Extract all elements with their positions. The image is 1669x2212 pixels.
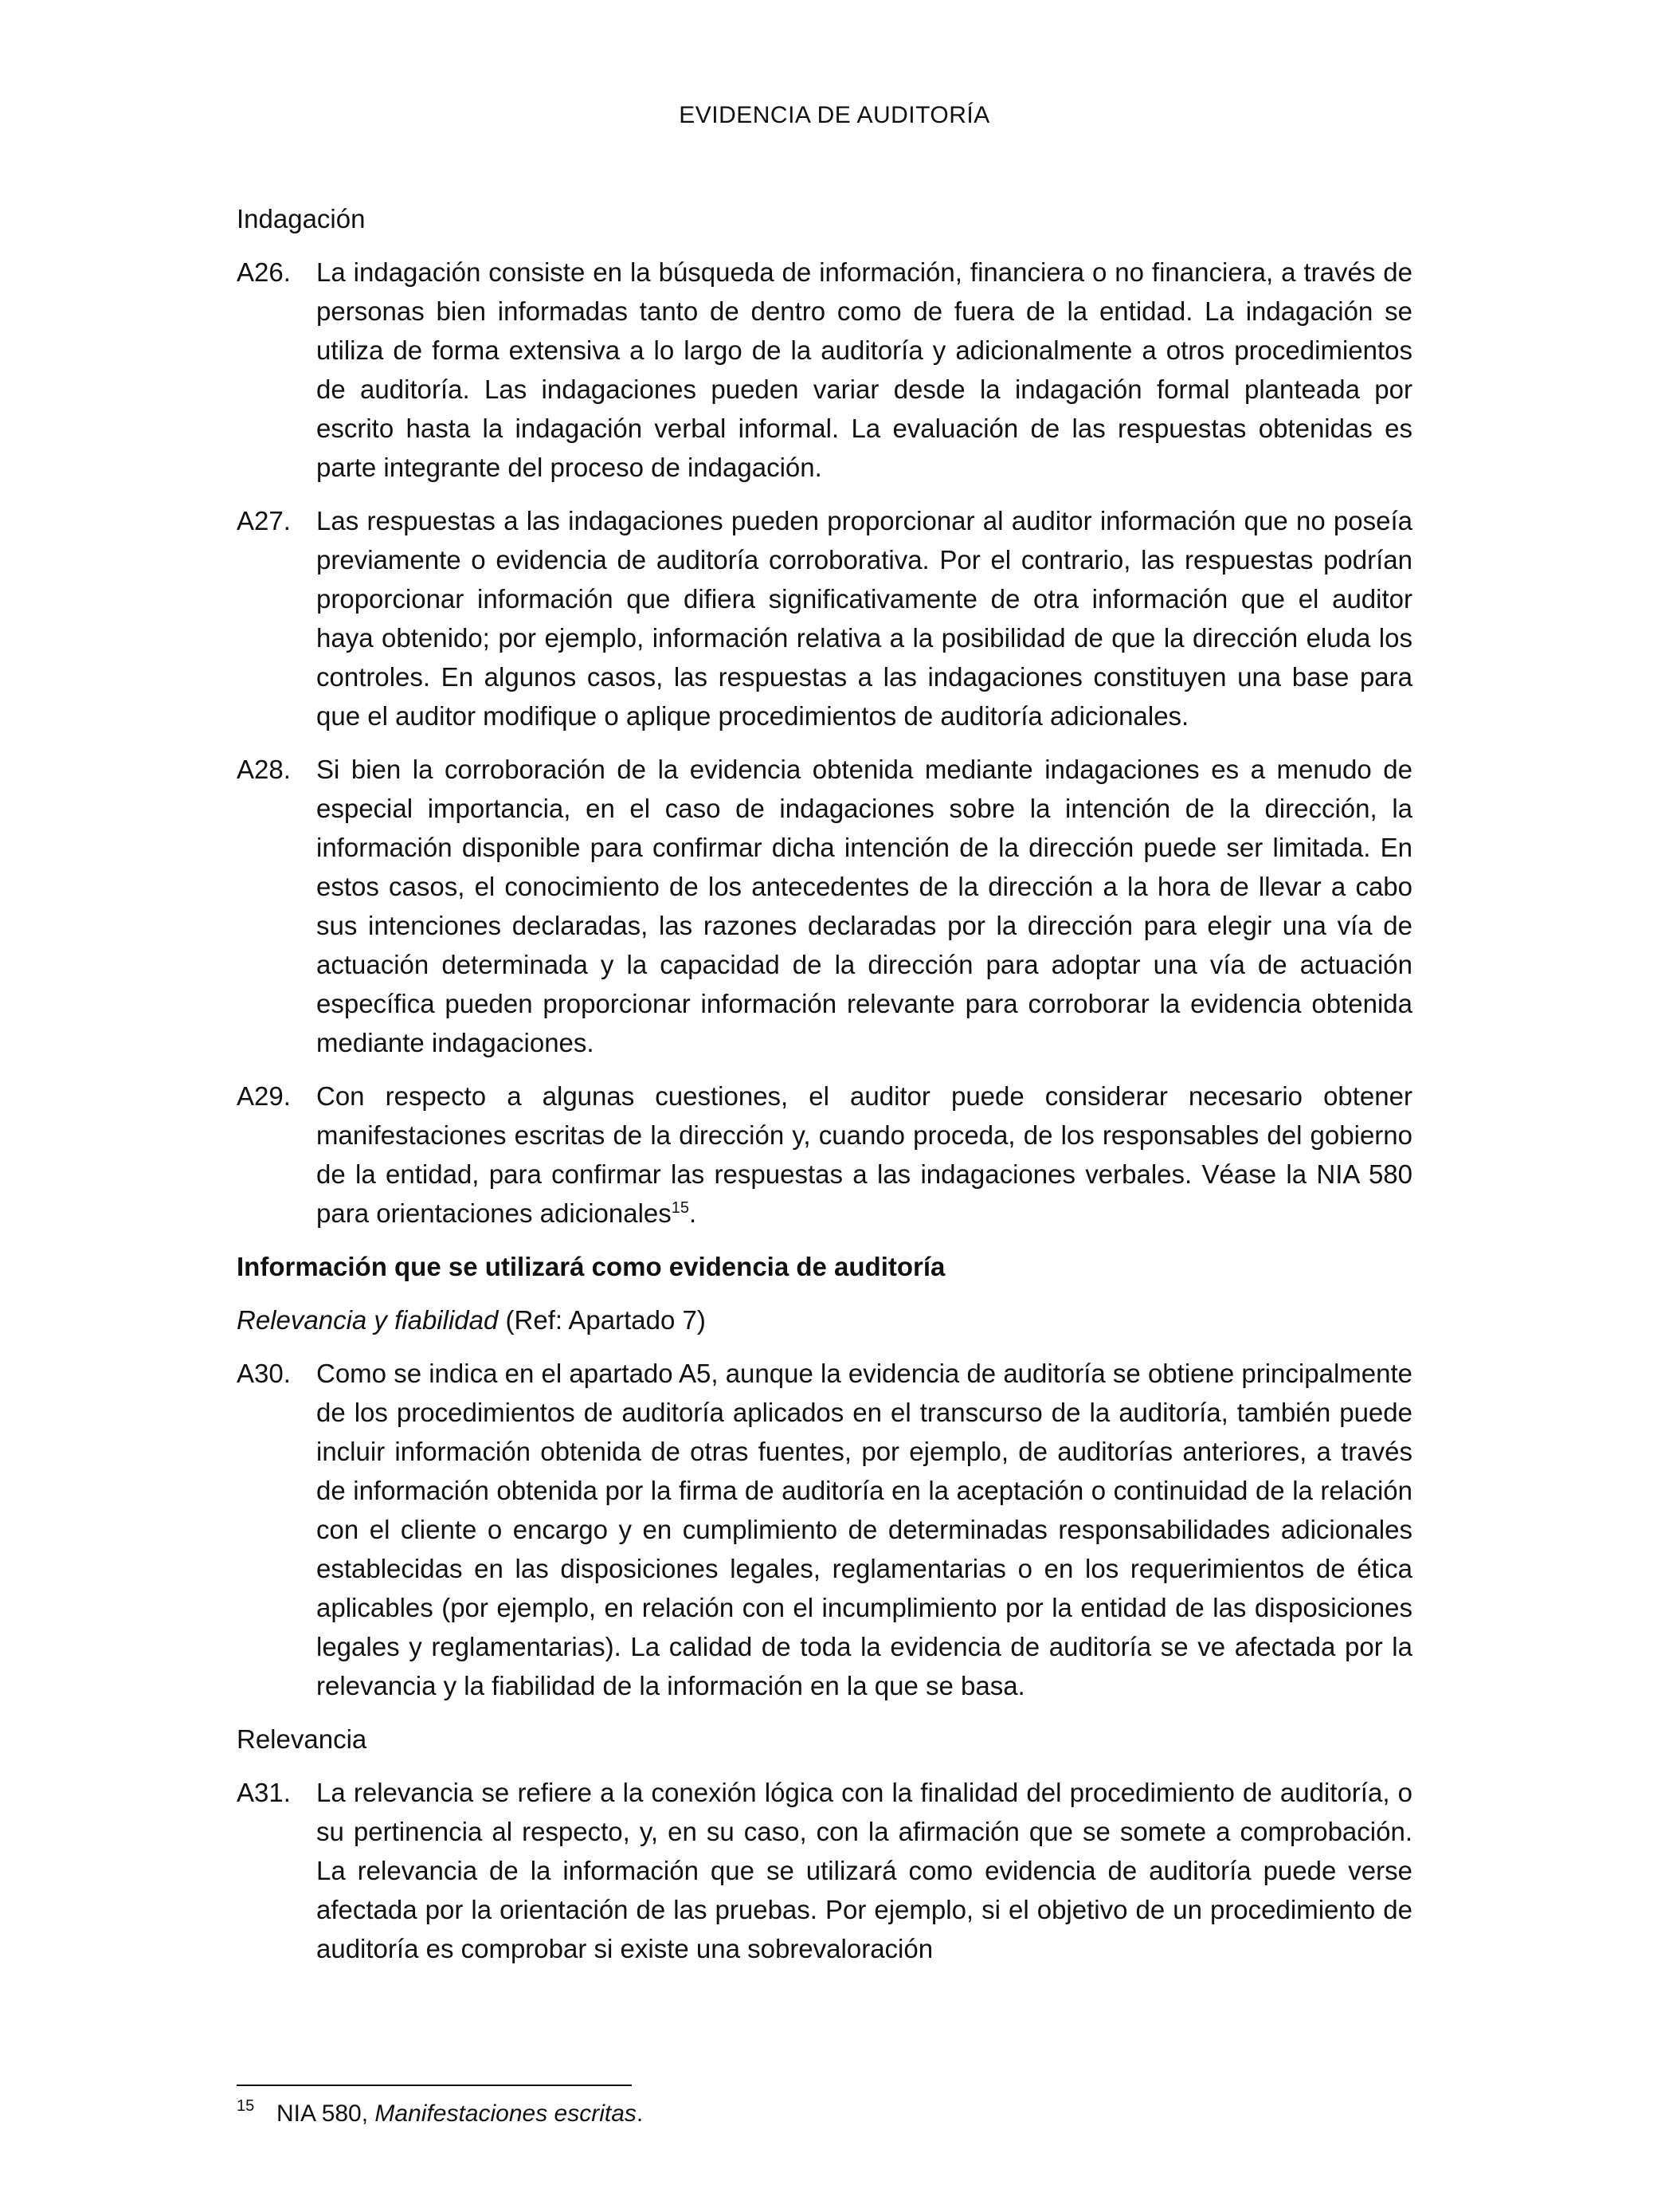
paragraph-a27 — [237, 501, 1412, 735]
paragraph-number: A31. — [237, 1778, 291, 1807]
footnote-separator — [237, 2085, 632, 2086]
footnote-text — [276, 2098, 643, 2130]
paragraph-text: Como se indica en el apartado A5, aunque la evidencia de auditoría se obtiene principalmente de los procedimientos de auditoría aplicados en el transcurso de la auditoría, también puede incluir información obtenida de otras fuentes, por ejemplo, de auditorías anteriores, a través de información obtenida por la firma de auditoría en la aceptación o continuidad de la relación con el cliente o encargo y en cumplimiento de determinadas responsabilidades adicionales establecidas en las disposiciones legales, reglamentarias o en los requerimientos de ética aplicables (por ejemplo, en relación con el incumplimiento por la entidad de las disposiciones legales y reglamentarias). La calidad de toda la evidencia de auditoría se ve afectada por la relevancia y la fiabilidad de la información en la que se basa. — [316, 1359, 1412, 1700]
paragraph-text: Con respecto a algunas cuestiones, el auditor puede considerar necesario obtener manifestaciones escritas de la dirección y, cuando proceda, de los responsables del gobierno de la entidad, para confirmar las respuestas a las indagaciones verbales. Véase la NIA 580 para orientaciones adicionales — [316, 1081, 1412, 1228]
footnote-reference[interactable]: 15 — [671, 1199, 690, 1217]
footnote-prefix: NIA 580, — [276, 2100, 375, 2127]
paragraph-number: A28. — [237, 755, 291, 784]
section-heading-indagacion: Indagación — [237, 204, 366, 233]
paragraph-number: A29. — [237, 1081, 291, 1111]
section-heading-relevancia: Relevancia — [237, 1724, 367, 1754]
footnote-number: 15 — [237, 2097, 255, 2115]
subsection-reference: (Ref: Apartado 7) — [498, 1305, 706, 1335]
paragraph-text: La indagación consiste en la búsqueda de información, financiera o no financiera, a través de personas bien informadas tanto de dentro como de fuera de la entidad. La indagación se utiliza de forma extensiva a lo largo de la auditoría y adicionalmente a otros procedimientos de auditoría. Las indagaciones pueden variar desde la indagación formal planteada por escrito hasta la indagación verbal informal. La evaluación de las respuestas obtenidas es parte integrante del proceso de indagación. — [316, 257, 1412, 482]
paragraph-a26 — [237, 253, 1412, 487]
paragraph-number: A26. — [237, 257, 291, 287]
paragraph-text: Si bien la corroboración de la evidencia obtenida mediante indagaciones es a menudo de especial importancia, en el caso de indagaciones sobre la intención de la dirección, la información disponible para confirmar dicha intención de la dirección puede ser limitada. En estos casos, el conocimiento de los antecedentes de la dirección a la hora de llevar a cabo sus intenciones declaradas, las razones declaradas por la dirección para elegir una vía de actuación determinada y la capacidad de la dirección para adoptar una vía de actuación específica pueden proporcionar información relevante para corroborar la evidencia obtenida mediante indagaciones. — [316, 755, 1412, 1057]
running-header: EVIDENCIA DE AUDITORÍA — [679, 102, 990, 128]
paragraph-a30 — [237, 1354, 1412, 1705]
paragraph-end: . — [689, 1198, 697, 1228]
paragraph-number: A30. — [237, 1359, 291, 1388]
footnote-title: Manifestaciones escritas — [374, 2100, 637, 2127]
document-body — [237, 199, 1412, 1983]
footnote-15 — [237, 2098, 643, 2130]
paragraph-text-container — [316, 1077, 1412, 1233]
subsection-heading-relevancia-fiabilidad — [237, 1300, 1412, 1339]
section-heading-informacion: Información que se utilizará como evidencia de auditoría — [237, 1252, 946, 1281]
paragraph-a28 — [237, 750, 1412, 1062]
paragraph-a29 — [237, 1077, 1412, 1233]
paragraph-text: Las respuestas a las indagaciones pueden proporcionar al auditor información que no poseía previamente o evidencia de auditoría corroborativa. Por el contrario, las respuestas podrían proporcionar información que difiera significativamente de otra información que el auditor haya obtenido; por ejemplo, información relativa a la posibilidad de que la dirección eluda los controles. En algunos casos, las respuestas a las indagaciones constituyen una base para que el auditor modifique o aplique procedimientos de auditoría adicionales. — [316, 506, 1412, 731]
paragraph-a31 — [237, 1773, 1412, 1968]
paragraph-text: La relevancia se refiere a la conexión lógica con la finalidad del procedimiento de auditoría, o su pertinencia al respecto, y, en su caso, con la afirmación que se somete a comprobación. La relevancia de la información que se utilizará como evidencia de auditoría puede verse afectada por la orientación de las pruebas. Por ejemplo, si el objetivo de un procedimiento de auditoría es comprobar si existe una sobrevaloración — [316, 1778, 1412, 1963]
subsection-title: Relevancia y fiabilidad — [237, 1305, 499, 1335]
footnote-end: . — [636, 2100, 644, 2127]
paragraph-number: A27. — [237, 506, 291, 535]
